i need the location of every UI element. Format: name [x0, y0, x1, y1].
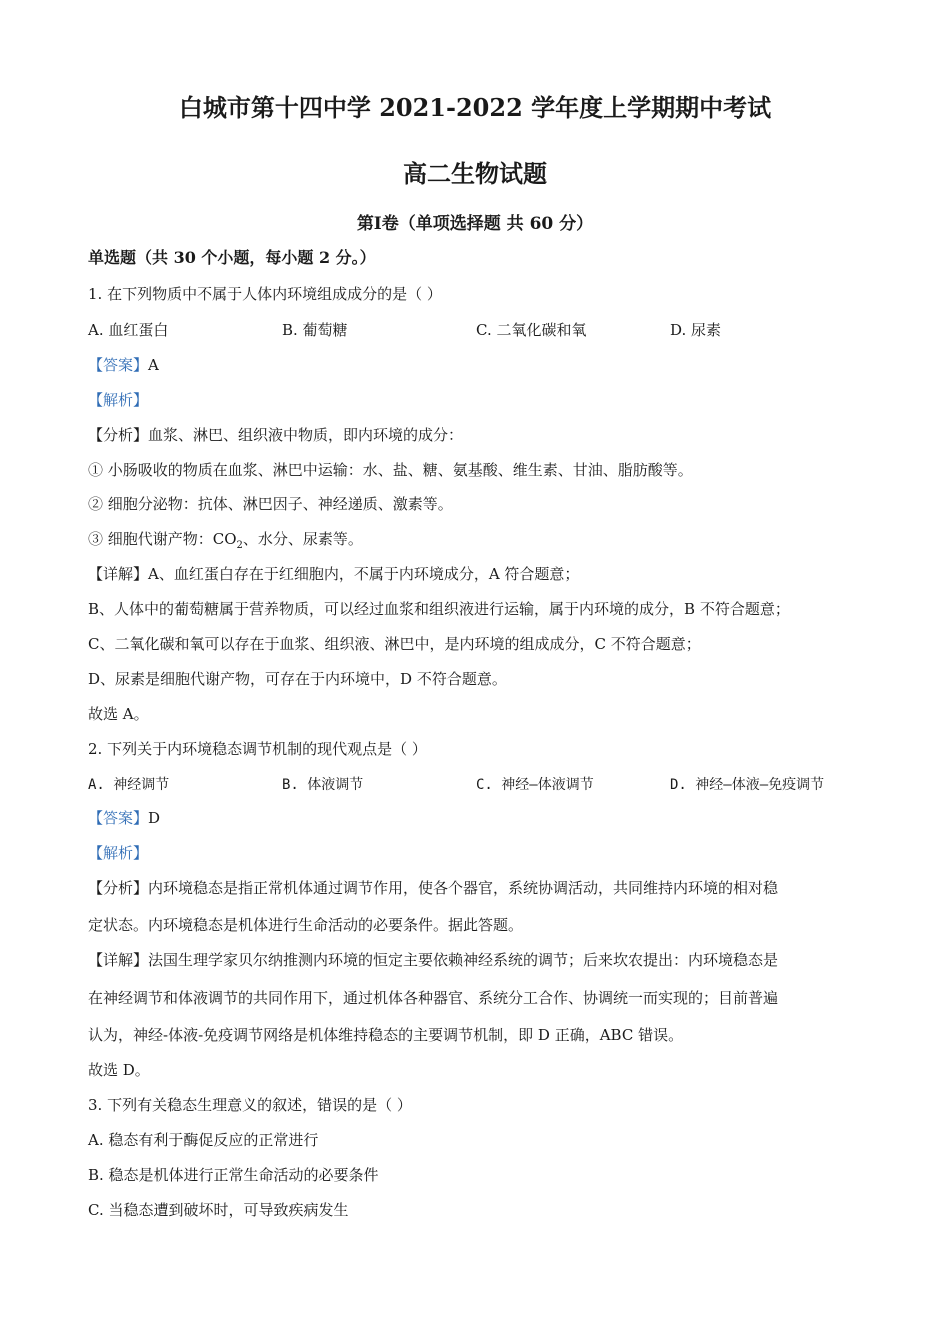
q2-conclusion: 故选 D。: [88, 1061, 150, 1079]
section-heading: 第Ⅰ卷（单项选择题 共 60 分）: [356, 214, 594, 234]
q2-option-b: B. 体液调节: [282, 777, 364, 793]
q3-option-b: B. 稳态是机体进行正常生命活动的必要条件: [88, 1166, 379, 1184]
q1-conclusion: 故选 A。: [88, 705, 149, 723]
q2-detail-line: 【详解】法国生理学家贝尔纳推测内环境的恒定主要依赖神经系统的调节；后来坎农提出：内环境稳态是: [88, 951, 779, 969]
q3-option-a: A. 稳态有利于酶促反应的正常进行: [88, 1131, 319, 1149]
exam-subtitle: 高二生物试题: [403, 159, 547, 188]
q3-stem: 3. 下列有关稳态生理意义的叙述，错误的是（ ）: [88, 1096, 412, 1114]
q1-detail-line: D、尿素是细胞代谢产物，可存在于内环境中，D 不符合题意。: [88, 670, 507, 688]
q2-option-c: C. 神经—体液调节: [476, 777, 594, 793]
q2-answer: [88, 808, 160, 828]
answer-tag: 【答案】: [88, 356, 149, 374]
q2-stem: 2. 下列关于内环境稳态调节机制的现代观点是（ ）: [88, 740, 427, 758]
answer-value: D: [148, 809, 161, 827]
q2-analysis-line: 定状态。内环境稳态是机体进行生命活动的必要条件。据此答题。: [88, 916, 524, 934]
q1-analysis-tag: 【解析】: [88, 391, 149, 409]
co2-subscript: 2: [236, 540, 243, 551]
q2-analysis-line: 【分析】内环境稳态是指正常机体通过调节作用，使各个器官，系统协调活动，共同维持内环境的相对稳: [88, 879, 779, 897]
q2-analysis-tag: 【解析】: [88, 844, 149, 862]
answer-tag: 【答案】: [88, 809, 149, 827]
q1-stem: 1. 在下列物质中不属于人体内环境组成成分的是（ ）: [88, 285, 442, 303]
q1-detail-line: 【详解】A、血红蛋白存在于红细胞内，不属于内环境成分，A 符合题意；: [88, 565, 580, 583]
answer-value: A: [148, 356, 159, 374]
q1-analysis-line: ② 细胞分泌物：抗体、淋巴因子、神经递质、激素等。: [88, 495, 453, 513]
q1-detail-line: C、二氧化碳和氧可以存在于血浆、组织液、淋巴中，是内环境的组成成分，C 不符合题意；: [88, 635, 701, 653]
q2-option-d: D. 神经—体液—免疫调节: [670, 777, 825, 793]
q1-answer: [88, 355, 159, 375]
q1-detail-line: B、人体中的葡萄糖属于营养物质，可以经过血浆和组织液进行运输，属于内环境的成分，B 不符合题意；: [88, 600, 790, 618]
exam-title: 白城市第十四中学 2021-2022 学年度上学期期中考试: [178, 93, 772, 122]
q2-detail-line: 在神经调节和体液调节的共同作用下，通过机体各种器官、系统分工合作、协调统一而实现的；目前普遍: [88, 989, 779, 1007]
q3-option-c: C. 当稳态遭到破坏时，可导致疾病发生: [88, 1201, 349, 1219]
part-heading: 单选题（共 30 个小题，每小题 2 分。）: [88, 248, 376, 267]
q1-option-a: A. 血红蛋白: [88, 321, 169, 339]
q2-option-a: A. 神经调节: [88, 777, 170, 793]
q1-analysis-line: 【分析】血浆、淋巴、组织液中物质，即内环境的成分：: [88, 426, 464, 444]
co2-text: ③ 细胞代谢产物：CO: [88, 530, 237, 548]
co2-tail: 、水分、尿素等。: [242, 530, 363, 548]
q1-analysis-line-co2: [88, 529, 363, 556]
q2-detail-line: 认为，神经-体液-免疫调节网络是机体维持稳态的主要调节机制，即 D 正确，ABC 错误。: [88, 1026, 684, 1044]
q1-option-d: D. 尿素: [670, 321, 722, 339]
q1-analysis-line: ① 小肠吸收的物质在血浆、淋巴中运输：水、盐、糖、氨基酸、维生素、甘油、脂肪酸等。: [88, 461, 693, 479]
q1-option-b: B. 葡萄糖: [282, 321, 348, 339]
q1-option-c: C. 二氧化碳和氧: [476, 321, 587, 339]
